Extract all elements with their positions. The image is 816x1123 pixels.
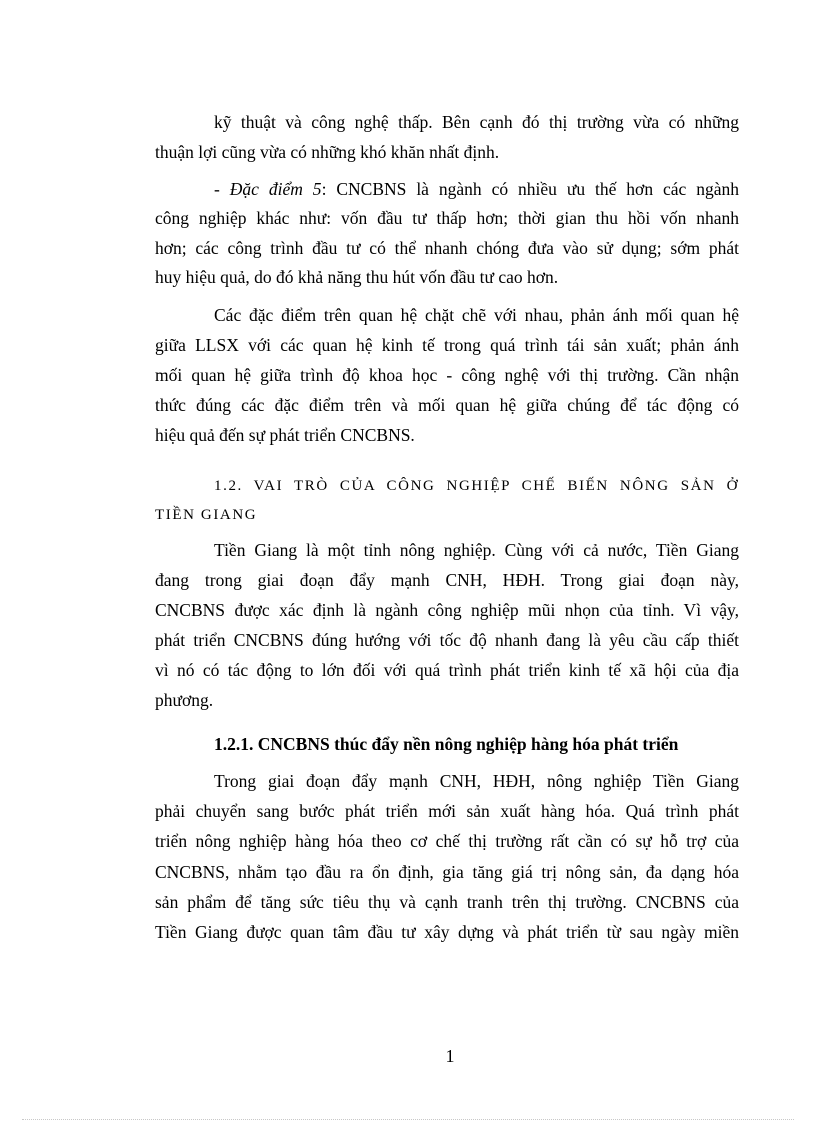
paragraph-4-line-2: đang trong giai đoạn đẩy mạnh CNH, HĐH. Trong giai đoạn này,	[155, 570, 739, 590]
paragraph-4-line-4: phát triển CNCBNS đúng hướng với tốc độ nhanh đang là yêu cầu cấp thiết	[155, 630, 739, 650]
paragraph-2-line-4: huy hiệu quả, do đó khả năng thu hút vốn đầu tư cao hơn.	[155, 267, 559, 287]
paragraph-3-line-3: mối quan hệ giữa trình độ khoa học - công nghệ với thị trường. Cần nhận	[155, 365, 739, 385]
paragraph-4-line-3: CNCBNS được xác định là ngành công nghiệp mũi nhọn của tỉnh. Vì vậy,	[155, 600, 739, 620]
paragraph-5-line-6: Tiền Giang được quan tâm đầu tư xây dựng và phát triển từ sau ngày miền	[155, 922, 739, 942]
paragraph-4-line-1: Tiền Giang là một tỉnh nông nghiệp. Cùng với cả nước, Tiền Giang	[214, 540, 739, 560]
paragraph-2-lead-rest: : CNCBNS là ngành có nhiều ưu thế hơn các ngành	[321, 179, 739, 199]
paragraph-1-line-1: kỹ thuật và công nghệ thấp. Bên cạnh đó thị trường vừa có những	[214, 112, 739, 132]
paragraph-5-line-4: CNCBNS, nhằm tạo đầu ra ổn định, gia tăng giá trị nông sản, đa dạng hóa	[155, 862, 739, 882]
paragraph-5-line-3: triển nông nghiệp hàng hóa theo cơ chế thị trường rất cần có sự hỗ trợ của	[155, 831, 739, 851]
paragraph-3-line-1: Các đặc điểm trên quan hệ chặt chẽ với nhau, phản ánh mối quan hệ	[214, 305, 739, 325]
paragraph-1-line-2: thuận lợi cũng vừa có những khó khăn nhất định.	[155, 142, 500, 162]
paragraph-3-line-5: hiệu quả đến sự phát triển CNCBNS.	[155, 425, 415, 445]
paragraph-2-line-2: công nghiệp khác như: vốn đầu tư thấp hơn; thời gian thu hồi vốn nhanh	[155, 208, 739, 228]
page-number: 1	[445, 1046, 455, 1066]
paragraph-4-line-6: phương.	[155, 690, 214, 710]
paragraph-5-line-1: Trong giai đoạn đẩy mạnh CNH, HĐH, nông nghiệp Tiền Giang	[214, 771, 739, 791]
paragraph-3-line-4: thức đúng các đặc điểm trên và mối quan hệ giữa chúng để tác động có	[155, 395, 739, 415]
paragraph-2-line-1	[214, 179, 739, 199]
paragraph-5-line-2: phải chuyển sang bước phát triển mới sản xuất hàng hóa. Quá trình phát	[155, 801, 739, 821]
paragraph-4-line-5: vì nó có tác động to lớn đối với quá trình phát triển kinh tế xã hội của địa	[155, 660, 739, 680]
section-heading-line-2: TIỀN GIANG	[155, 507, 258, 523]
paragraph-2-prefix: -	[214, 179, 230, 199]
paragraph-2-line-3: hơn; các công trình đầu tư có thể nhanh chóng đưa vào sử dụng; sớm phát	[155, 238, 739, 258]
paragraph-3-line-2: giữa LLSX với các quan hệ kinh tế trong quá trình tái sản xuất; phản ánh	[155, 335, 739, 355]
paragraph-2-italic-term: Đặc điểm 5	[229, 179, 322, 199]
paragraph-5-line-5: sản phẩm để tăng sức tiêu thụ và cạnh tranh trên thị trường. CNCBNS của	[155, 892, 739, 912]
subsection-heading: 1.2.1. CNCBNS thúc đẩy nền nông nghiệp hàng hóa phát triển	[214, 734, 679, 754]
page-bottom-divider	[22, 1119, 794, 1120]
section-heading-line-1: 1.2. VAI TRÒ CỦA CÔNG NGHIỆP CHẾ BIẾN NÔNG SẢN Ở	[214, 478, 739, 494]
